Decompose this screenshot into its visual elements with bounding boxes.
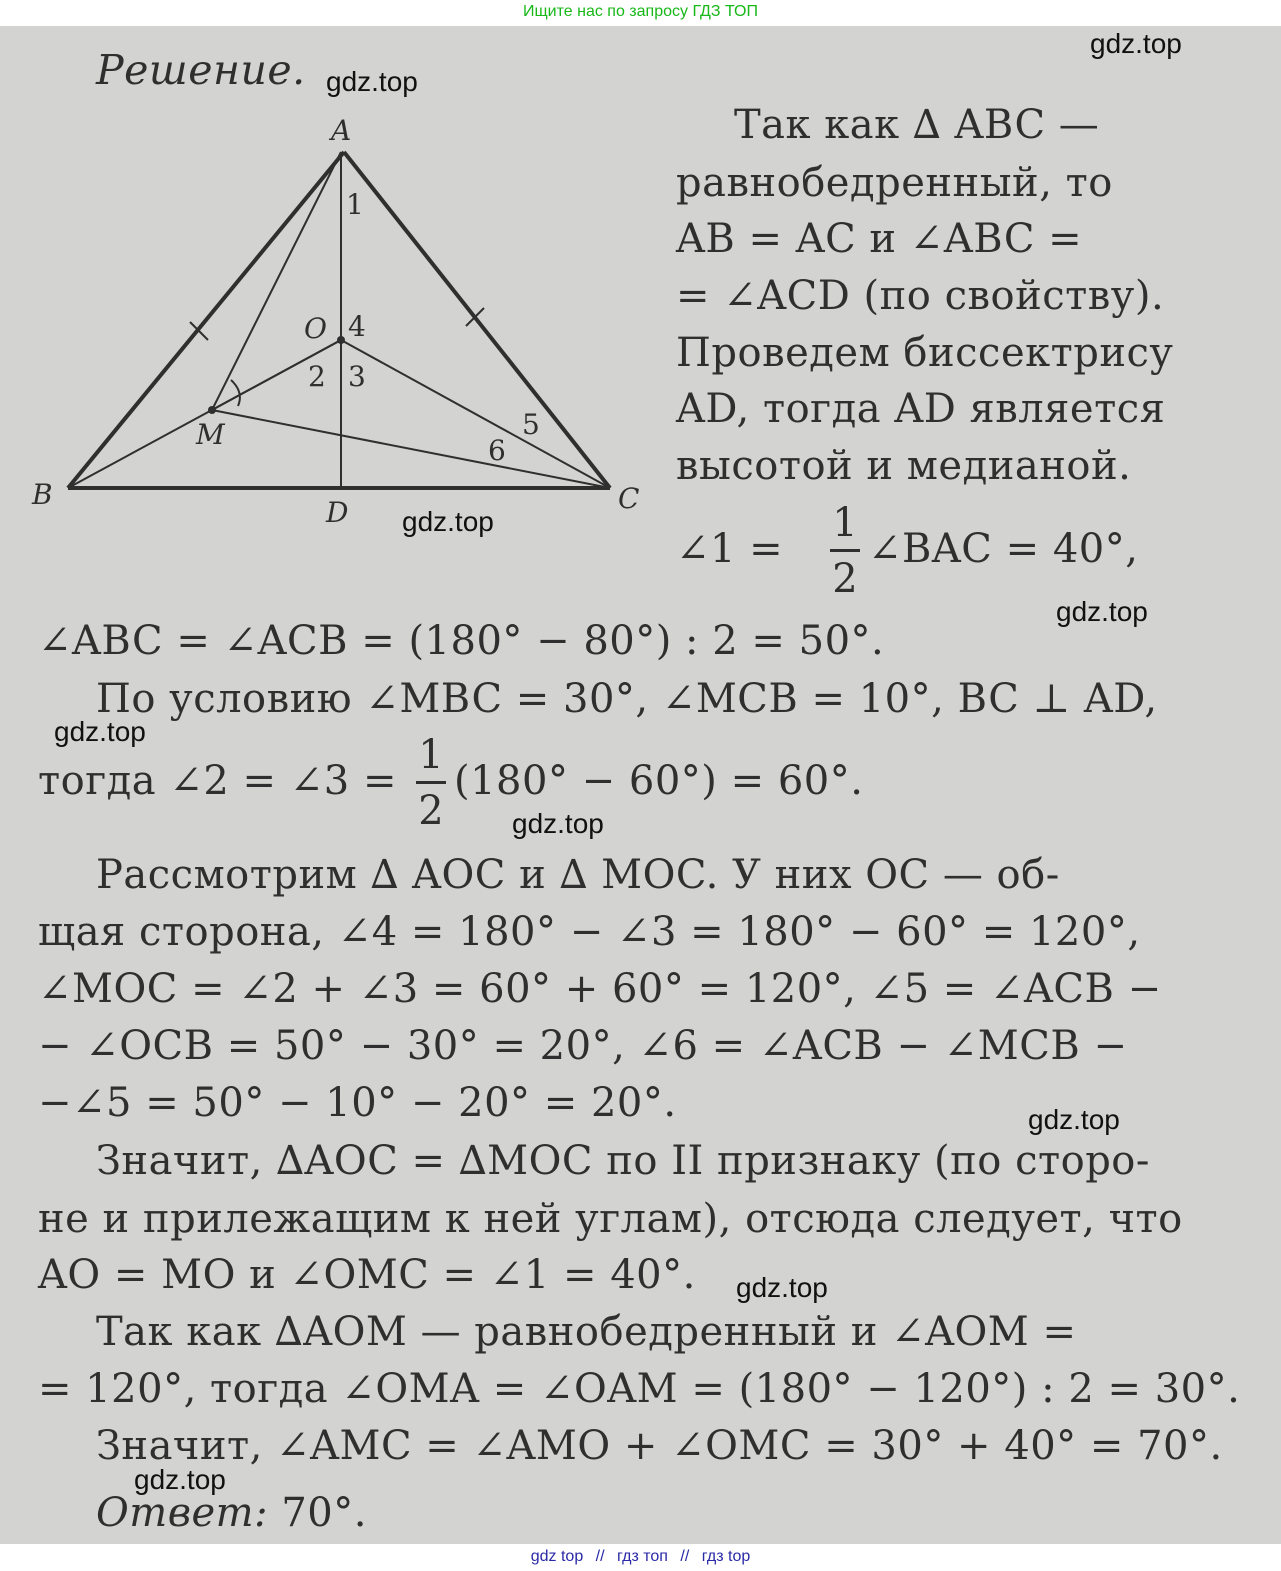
- watermark-2: gdz.top: [326, 66, 418, 97]
- angle-arc-m: [231, 380, 240, 406]
- watermark-5: gdz.top: [54, 716, 146, 747]
- label-c: C: [618, 482, 640, 515]
- bottom-banner: [0, 1544, 1281, 1571]
- answer-line: [96, 1490, 367, 1536]
- segment-oc: [341, 340, 610, 488]
- watermark-1: gdz.top: [1090, 28, 1182, 59]
- fraction-denominator: 2: [832, 556, 858, 602]
- text-line-2: По условию ∠MBC = 30°, ∠MCB = 10°, BC ⊥ AD,: [96, 676, 1158, 722]
- text-line-11: AO = MO и ∠OMC = ∠1 = 40°.: [38, 1252, 696, 1298]
- text-right-8-left: ∠1 =: [676, 526, 784, 572]
- text-right-2: равнобедренный, то: [676, 160, 1113, 206]
- solution-heading: Решение.: [96, 46, 306, 94]
- text-line-3-right: (180° − 60°) = 60°.: [454, 758, 864, 804]
- text-right-8-right: ∠BAC = 40°,: [868, 526, 1139, 572]
- side-ac: [344, 152, 610, 488]
- text-right-1: Так как ∆ ABC —: [734, 102, 1100, 148]
- angle-label-4: 4: [348, 310, 366, 343]
- angle-label-1: 1: [346, 188, 364, 221]
- triangle-figure: [28, 108, 668, 538]
- bottom-separator-1: //: [595, 1548, 605, 1565]
- bottom-link-2[interactable]: гдз топ: [617, 1548, 668, 1565]
- angle-label-2: 2: [308, 360, 326, 393]
- point-m: [208, 406, 216, 414]
- watermark-6: gdz.top: [512, 808, 604, 839]
- answer-label: Ответ:: [96, 1490, 269, 1536]
- text-right-4: = ∠ACD (по свойству).: [676, 273, 1165, 319]
- text-line-3-left: тогда ∠2 = ∠3 =: [38, 758, 397, 804]
- watermark-3: gdz.top: [402, 506, 494, 537]
- angle-label-5: 5: [522, 408, 540, 441]
- angle-label-6: 6: [488, 434, 506, 467]
- segment-mc: [212, 410, 610, 488]
- text-line-1: ∠ABC = ∠ACB = (180° − 80°) : 2 = 50°.: [38, 618, 885, 664]
- watermark-7: gdz.top: [1028, 1104, 1120, 1135]
- watermark-4: gdz.top: [1056, 596, 1148, 627]
- bottom-link-1[interactable]: gdz top: [530, 1548, 584, 1565]
- text-line-5: щая сторона, ∠4 = 180° − ∠3 = 180° − 60° = 120°,: [38, 909, 1141, 955]
- bottom-link-3[interactable]: гдз top: [701, 1548, 751, 1565]
- text-line-12: Так как ∆AOM — равнобедренный и ∠AOM =: [96, 1309, 1077, 1355]
- fraction-bar: [830, 549, 860, 552]
- fraction-denominator-2: 2: [418, 788, 444, 834]
- watermark-9: gdz.top: [134, 1464, 226, 1495]
- label-o: O: [304, 312, 327, 345]
- label-d: D: [326, 496, 349, 529]
- text-right-5: Проведем биссектрису: [676, 330, 1174, 376]
- fraction-numerator: 1: [832, 500, 858, 546]
- text-line-8: −∠5 = 50° − 10° − 20° = 20°.: [38, 1080, 677, 1126]
- label-a: A: [331, 114, 352, 147]
- angle-label-3: 3: [348, 360, 366, 393]
- text-line-9: Значит, ∆AOC = ∆MOC по II признаку (по сторо-: [96, 1138, 1150, 1184]
- fraction-bar-2: [416, 781, 446, 784]
- bottom-separator-2: //: [680, 1548, 690, 1565]
- text-line-10: не и прилежащим к ней углам), отсюда следует, что: [38, 1196, 1183, 1242]
- text-right-6: AD, тогда AD является: [676, 386, 1166, 432]
- watermark-8: gdz.top: [736, 1272, 828, 1303]
- answer-value: 70°.: [281, 1490, 367, 1536]
- text-line-6: ∠MOC = ∠2 + ∠3 = 60° + 60° = 120°, ∠5 = ∠ACB −: [38, 966, 1162, 1012]
- point-o: [337, 336, 345, 344]
- fraction-numerator-2: 1: [418, 732, 444, 778]
- text-right-3: AB = AC и ∠ABC =: [676, 216, 1083, 262]
- text-line-14: Значит, ∠AMC = ∠AMO + ∠OMC = 30° + 40° = 70°.: [96, 1423, 1223, 1469]
- text-line-7: − ∠OCB = 50° − 30° = 20°, ∠6 = ∠ACB − ∠MCB −: [38, 1023, 1128, 1069]
- text-line-13: = 120°, тогда ∠OMA = ∠OAM = (180° − 120°) : 2 = 30°.: [38, 1366, 1241, 1412]
- label-b: B: [32, 478, 53, 511]
- text-right-7: высотой и медианой.: [676, 443, 1132, 489]
- label-m: M: [196, 418, 225, 451]
- text-line-4: Рассмотрим ∆ AOC и ∆ MOC. У них OC — об-: [96, 852, 1060, 898]
- top-banner[interactable]: Ищите нас по запросу ГДЗ ТОП: [523, 3, 758, 20]
